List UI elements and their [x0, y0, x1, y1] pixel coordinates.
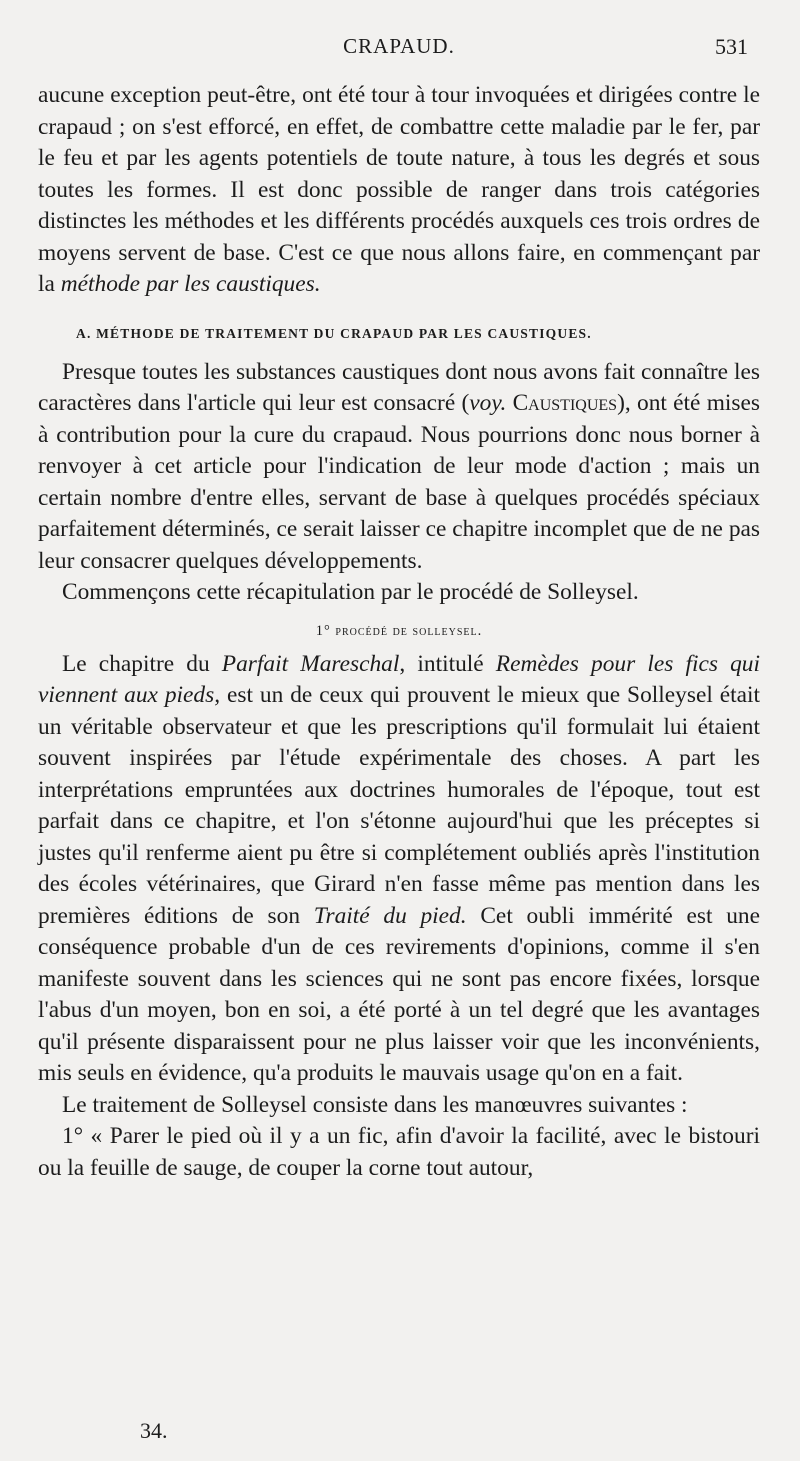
- paragraph-caustics-text-a: Presque toutes les substances caustiques dont nous avons fait connaître les caractères dans l'article qui leur est consacré (: [38, 358, 760, 416]
- paragraph-intro-italic: méthode par les caustiques.: [60, 271, 321, 297]
- paragraph-caustics-ref: Caustiques: [512, 390, 618, 416]
- paragraph-solleysel-italic-3: Traité du pied.: [313, 902, 467, 929]
- running-head: [38, 30, 760, 66]
- paragraph-caustics-text-b: ), ont été mises à contribution pour la cure du crapaud. Nous pourrions donc nous borner à renvoyer à cet article pour l'indication de leur mode d'action ; mais un certain nombre d'entre elles, servant de base à quelques procédés spéciaux parfaitement déterminés, ce serait laisser ce chapitre incomplet que de ne pas leur consacrer quelques développements.: [38, 390, 760, 574]
- subheading-solleysel: 1° procédé de solleysel.: [315, 622, 483, 639]
- paragraph-step-one: 1° « Parer le pied où il y a un fic, afin d'avoir la facilité, avec le bistouri ou la feuille de sauge, de couper la corne tout autour,: [38, 1123, 760, 1181]
- signature-mark: 34.: [140, 1418, 168, 1443]
- paragraph-solleysel-text-b: , intitulé: [399, 650, 496, 677]
- paragraph-solleysel-italic-1: Parfait Mareschal: [221, 650, 400, 677]
- paragraph-treatment: Le traitement de Solleysel consiste dans les manœuvres suivantes :: [62, 1091, 688, 1118]
- paragraph-caustics: [38, 357, 760, 578]
- body-text: [38, 80, 760, 1184]
- paragraph-solleysel-text-c: est un de ceux qui prouvent le mieux que Solleysel était un véritable observateur et que les prescriptions qu'il formulait lui étaient souvent inspirées par l'étude expérimentale des choses. A part les interprétations empruntées aux doctrines humorales de l'époque, tout est parfait dans ce chapitre, et l'on s'étonne aujourd'hui que les préceptes si justes qu'il renferme aient pu être si complétement oubliés après l'institution des écoles vétérinaires, que Girard n'en fasse même pas mention dans les premières éditions de son: [38, 682, 761, 929]
- page-number: 531: [715, 34, 748, 59]
- running-title: CRAPAUD.: [343, 34, 455, 58]
- paragraph-caustics-voy: voy.: [469, 390, 507, 416]
- paragraph-solleysel: [38, 649, 760, 1090]
- paragraph-solleysel-text-a: Le chapitre du: [62, 650, 222, 677]
- paragraph-solleysel-italic-2: Remèdes pour les fics qui viennent aux pieds,: [38, 650, 760, 708]
- paragraph-intro-text: aucune exception peut-être, ont été tour à tour invoquées et dirigées contre le crapaud ; on s'est efforcé, en effet, de combattre cette maladie par le fer, par le feu et par les agents potentiels de toute nature, à tous les degrés et sous toutes les formes. Il est donc possible de ranger dans trois catégories distinctes les méthodes et les différents procédés auxquels ces trois ordres de moyens servent de base. C'est ce que nous allons faire, en commençant par la: [38, 82, 760, 297]
- paragraph-recap: Commençons cette récapitulation par le procédé de Solleysel.: [62, 579, 639, 605]
- section-heading: A. MÉTHODE DE TRAITEMENT DU CRAPAUD PAR LES CAUSTIQUES.: [76, 325, 592, 341]
- paragraph-solleysel-text-d: Cet oubli immérité est une conséquence probable d'un de ces revirements d'opinions, comme il s'en manifeste souvent dans les sciences qui ne sont pas encore fixées, lorsque l'abus d'un moyen, bon en soi, a été porté à un tel degré que les avantages qu'il présente disparaissent pour ne plus laisser voir que les inconvénients, mis seuls en évidence, qu'a produits le mauvais usage qu'on en a fait.: [38, 902, 760, 1086]
- paragraph-intro: [38, 80, 760, 301]
